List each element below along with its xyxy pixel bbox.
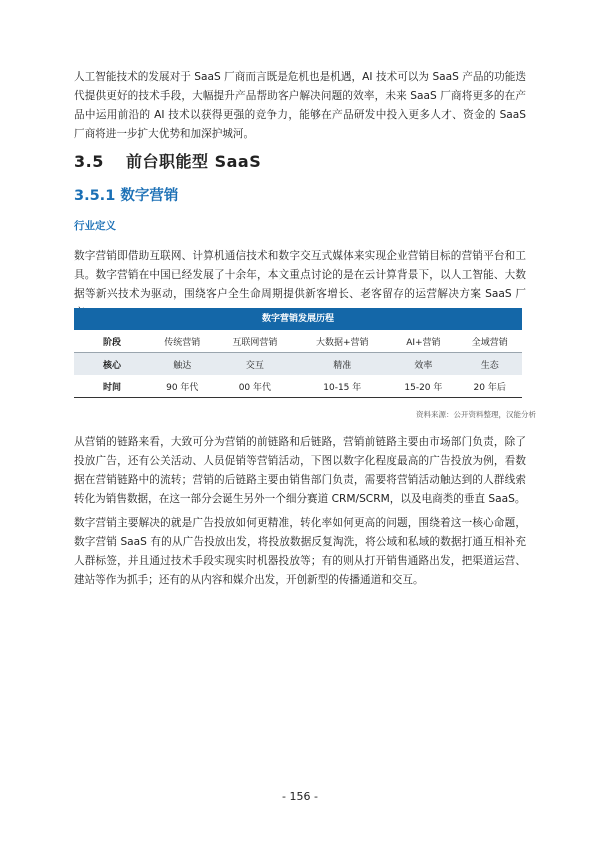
table-row [74, 353, 522, 376]
row-header: 时间 [74, 375, 150, 398]
table-cell: 20 年后 [457, 375, 522, 398]
table-title: 数字营销发展历程 [74, 308, 522, 330]
row-header: 核心 [74, 353, 150, 376]
marketing-chain-paragraph: 从营销的链路来看，大致可分为营销的前链路和后链路，营销前链路主要由市场部门负责，除了投放广告，还有公关活动、人员促销等营销活动，下图以数字化程度最高的广告投放为例，看数据在营销链路中的流转；营销的后链路主要由销售部门负责，需要将营销活动触达到的人群线索转化为销售数据，在这一部分会诞生另外一个细分赛道 CRM/SCRM，以及电商类的垂直 SaaS。 [74, 436, 526, 505]
table-row [74, 375, 522, 398]
table-cell: 互联网营销 [215, 330, 296, 353]
table-cell: 10-15 年 [295, 375, 389, 398]
section-heading [74, 149, 261, 172]
table-source-note: 资料来源：公开资料整理，汉能分析 [416, 410, 536, 419]
section-number: 3.5 [74, 152, 104, 171]
row-header: 阶段 [74, 330, 150, 353]
industry-definition-heading: 行业定义 [74, 220, 116, 232]
table-row [74, 330, 522, 353]
page-number: - 156 - [282, 790, 318, 803]
table-cell: 交互 [215, 353, 296, 376]
intro-paragraph: 人工智能技术的发展对于 SaaS 厂商而言既是危机也是机遇，AI 技术可以为 SaaS 产品的功能迭代提供更好的技术手段，大幅提升产品帮助客户解决问题的效率，未来 SaaS 厂商将更多的在产品中运用前沿的 AI 技术以获得更强的竞争力，能够在产品研发中投入更多人才、资金的 SaaS 厂商将进一步扩大优势和加深护城河。 [74, 71, 526, 140]
section-title: 前台职能型 SaaS [126, 152, 262, 171]
table-cell: 大数据+营销 [295, 330, 389, 353]
table-cell: 精准 [295, 353, 389, 376]
table-cell: 传统营销 [150, 330, 215, 353]
table-cell: 效率 [389, 353, 457, 376]
table-cell: 15-20 年 [389, 375, 457, 398]
table-cell: 生态 [457, 353, 522, 376]
table-cell: AI+营销 [389, 330, 457, 353]
table-cell: 触达 [150, 353, 215, 376]
table-cell: 00 年代 [215, 375, 296, 398]
table-cell: 90 年代 [150, 375, 215, 398]
industry-definition-paragraph: 数字营销即借助互联网、计算机通信技术和数字交互式媒体来实现企业营销目标的营销平台和工具。数字营销在中国已经发展了十余年，本文重点讨论的是在云计算背景下，以人工智能、大数据等新兴技术为驱动，围绕客户全生命周期提供新客增长、老客留存的运营解决方案 SaaS 厂 [74, 250, 526, 300]
subsection-heading: 3.5.1 数字营销 [74, 188, 179, 204]
table-cell: 全域营销 [457, 330, 522, 353]
development-history-table [74, 308, 522, 398]
marketing-problem-paragraph: 数字营销主要解决的就是广告投放如何更精准，转化率如何更高的问题，围绕着这一核心命题，数字营销 SaaS 有的从广告投放出发，将投放数据反复淘洗，将公域和私域的数据打通互相补充人群标签，并且通过技术手段实现实时机器投放等；有的则从打开销售通路出发，把渠道运营、建站等作为抓手；还有的从内容和媒介出发，开创新型的传播通道和交互。 [74, 517, 526, 586]
